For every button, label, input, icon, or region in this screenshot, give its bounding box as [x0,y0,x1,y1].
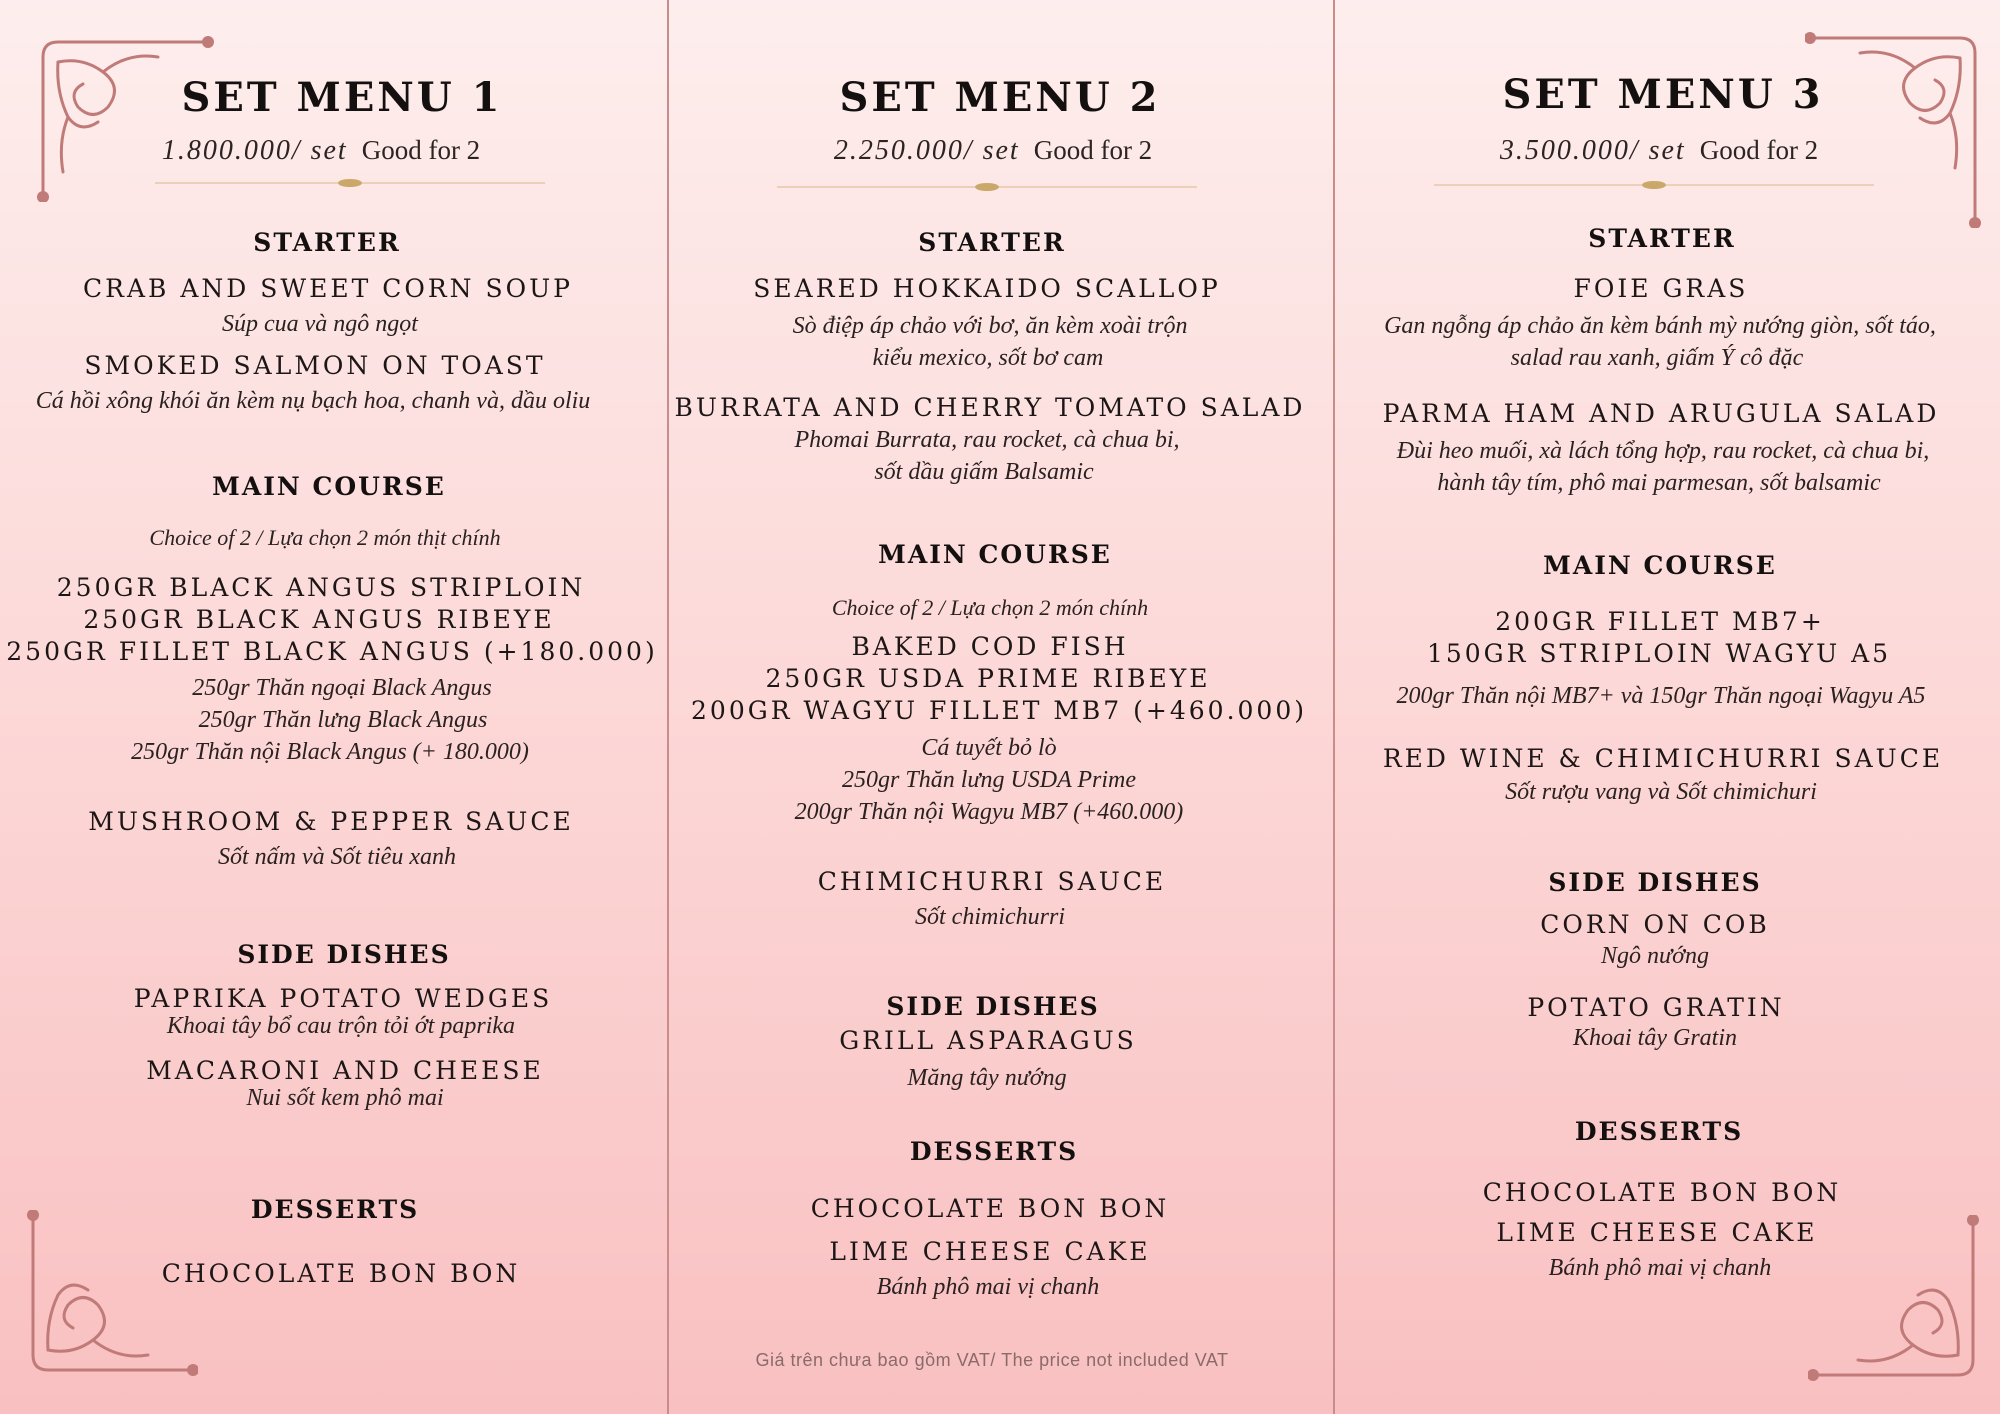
dish-description: 250gr Thăn nội Black Angus (+ 180.000) [131,739,529,765]
dessert-description: Bánh phô mai vị chanh [1548,1255,1772,1281]
starter-heading: STARTER [253,228,401,257]
dish-description: Sò điệp áp chảo với bơ, ăn kèm xoài trộn [792,313,1188,339]
dish-description: Khoai tây Gratin [1572,1025,1737,1051]
price-line [0,135,654,167]
sauce-description: Sốt chimichurri [915,904,1065,930]
dish-name: MACARONI AND CHEESE [146,1056,544,1085]
dish-name: 200GR FILLET MB7+ [1495,607,1825,636]
dish-description: Súp cua và ngô ngọt [222,311,418,337]
main-course-heading: MAIN COURSE [878,540,1112,569]
set-menu-2 [667,0,1333,1414]
desserts-heading: DESSERTS [909,1137,1079,1166]
dish-name: 150GR STRIPLOIN WAGYU A5 [1426,639,1892,668]
dish-description: salad rau xanh, giấm Ý cô đặc [1510,345,1804,371]
set-menu-1 [0,0,666,1414]
dish-description: 250gr Thăn ngoại Black Angus [192,675,492,701]
dish-description: 250gr Thăn lưng USDA Prime [842,767,1136,793]
dish-name: CORN ON COB [1540,910,1770,939]
dish-name: GRILL ASPARAGUS [839,1026,1137,1055]
dish-name: PARMA HAM AND ARUGULA SALAD [1382,399,1940,428]
dish-name: PAPRIKA POTATO WEDGES [133,984,553,1013]
dish-description: 200gr Thăn nội MB7+ và 150gr Thăn ngoại Wagyu A5 [1396,683,1926,709]
dish-name: SMOKED SALMON ON TOAST [84,351,546,380]
price-line [1326,135,1992,167]
desserts-heading: DESSERTS [250,1195,420,1224]
dish-name: BURRATA AND CHERRY TOMATO SALAD [674,393,1306,422]
set-menu-3 [1334,0,2000,1414]
dish-name: 250GR BLACK ANGUS RIBEYE [83,605,555,634]
dish-description: Nui sốt kem phô mai [246,1085,444,1111]
vat-note: Giá trên chưa bao gồm VAT/ The price not included VAT [755,1350,1229,1370]
sauce-name: CHIMICHURRI SAUCE [817,867,1167,896]
serving-size: Good for 2 [1699,135,1819,165]
main-choice-note: Choice of 2 / Lựa chọn 2 món thịt chính [149,525,501,550]
price-line [660,135,1326,167]
set-price: 3.500.000/ set [1499,135,1686,166]
sauce-name: MUSHROOM & PEPPER SAUCE [88,807,574,836]
dish-name: SEARED HOKKAIDO SCALLOP [753,274,1221,303]
dish-name: 250GR BLACK ANGUS STRIPLOIN [56,573,586,602]
sauce-name: RED WINE & CHIMICHURRI SAUCE [1382,744,1944,773]
dish-description: Khoai tây bổ cau trộn tỏi ớt paprika [166,1013,516,1039]
sauce-description: Sốt rượu vang và Sốt chimichuri [1505,779,1817,805]
dish-name: FOIE GRAS [1573,274,1749,303]
menu-title: SET MENU 3 [1502,71,1824,118]
dish-description: Măng tây nướng [907,1065,1067,1091]
side-dishes-heading: SIDE DISHES [237,940,451,969]
dessert-name: CHOCOLATE BON BON [161,1259,521,1288]
menu-title: SET MENU 2 [839,74,1161,121]
dish-description: Cá tuyết bỏ lò [921,735,1057,761]
dish-description: Ngô nướng [1601,943,1709,969]
dessert-description: Bánh phô mai vị chanh [876,1274,1100,1300]
dish-description: 200gr Thăn nội Wagyu MB7 (+460.000) [794,799,1184,825]
main-choice-note: Choice of 2 / Lựa chọn 2 món chính [831,595,1149,620]
dish-name: BAKED COD FISH [851,632,1129,661]
serving-size: Good for 2 [1033,135,1153,165]
dish-description: Gan ngỗng áp chảo ăn kèm bánh mỳ nướng giòn, sốt táo, [1384,313,1936,339]
dish-description: Đùi heo muối, xà lách tổng hợp, rau rocket, cà chua bi, [1396,438,1930,464]
dish-description: 250gr Thăn lưng Black Angus [198,707,488,733]
set-price: 1.800.000/ set [161,135,348,166]
dessert-name: CHOCOLATE BON BON [810,1194,1170,1223]
side-dishes-heading: SIDE DISHES [886,992,1100,1021]
dish-description: sốt dầu giấm Balsamic [874,459,1094,485]
desserts-heading: DESSERTS [1574,1117,1744,1146]
dish-name: POTATO GRATIN [1527,993,1785,1022]
sauce-description: Sốt nấm và Sốt tiêu xanh [218,844,456,870]
dessert-name: LIME CHEESE CAKE [829,1237,1151,1266]
dish-name: CRAB AND SWEET CORN SOUP [83,274,573,303]
side-dishes-heading: SIDE DISHES [1548,868,1762,897]
gold-rule-divider [1434,180,1874,190]
dish-name: 200GR WAGYU FILLET MB7 (+460.000) [691,696,1307,725]
gold-rule-divider [777,182,1197,192]
main-course-heading: MAIN COURSE [1543,551,1777,580]
dessert-name: CHOCOLATE BON BON [1482,1178,1842,1207]
menu-title: SET MENU 1 [181,74,503,121]
dish-name: 250GR FILLET BLACK ANGUS (+180.000) [6,637,658,666]
gold-rule-divider [155,178,545,188]
serving-size: Good for 2 [361,135,481,165]
set-price: 2.250.000/ set [833,135,1020,166]
dish-description: hành tây tím, phô mai parmesan, sốt balsamic [1437,470,1881,496]
starter-heading: STARTER [918,228,1066,257]
main-course-heading: MAIN COURSE [212,472,446,501]
dessert-name: LIME CHEESE CAKE [1496,1218,1818,1247]
dish-description: Phomai Burrata, rau rocket, cà chua bi, [794,427,1180,453]
dish-description: Cá hồi xông khói ăn kèm nụ bạch hoa, chanh và, dầu oliu [35,388,591,414]
dish-name: 250GR USDA PRIME RIBEYE [765,664,1211,693]
starter-heading: STARTER [1588,224,1736,253]
dish-description: kiểu mexico, sốt bơ cam [872,345,1104,371]
